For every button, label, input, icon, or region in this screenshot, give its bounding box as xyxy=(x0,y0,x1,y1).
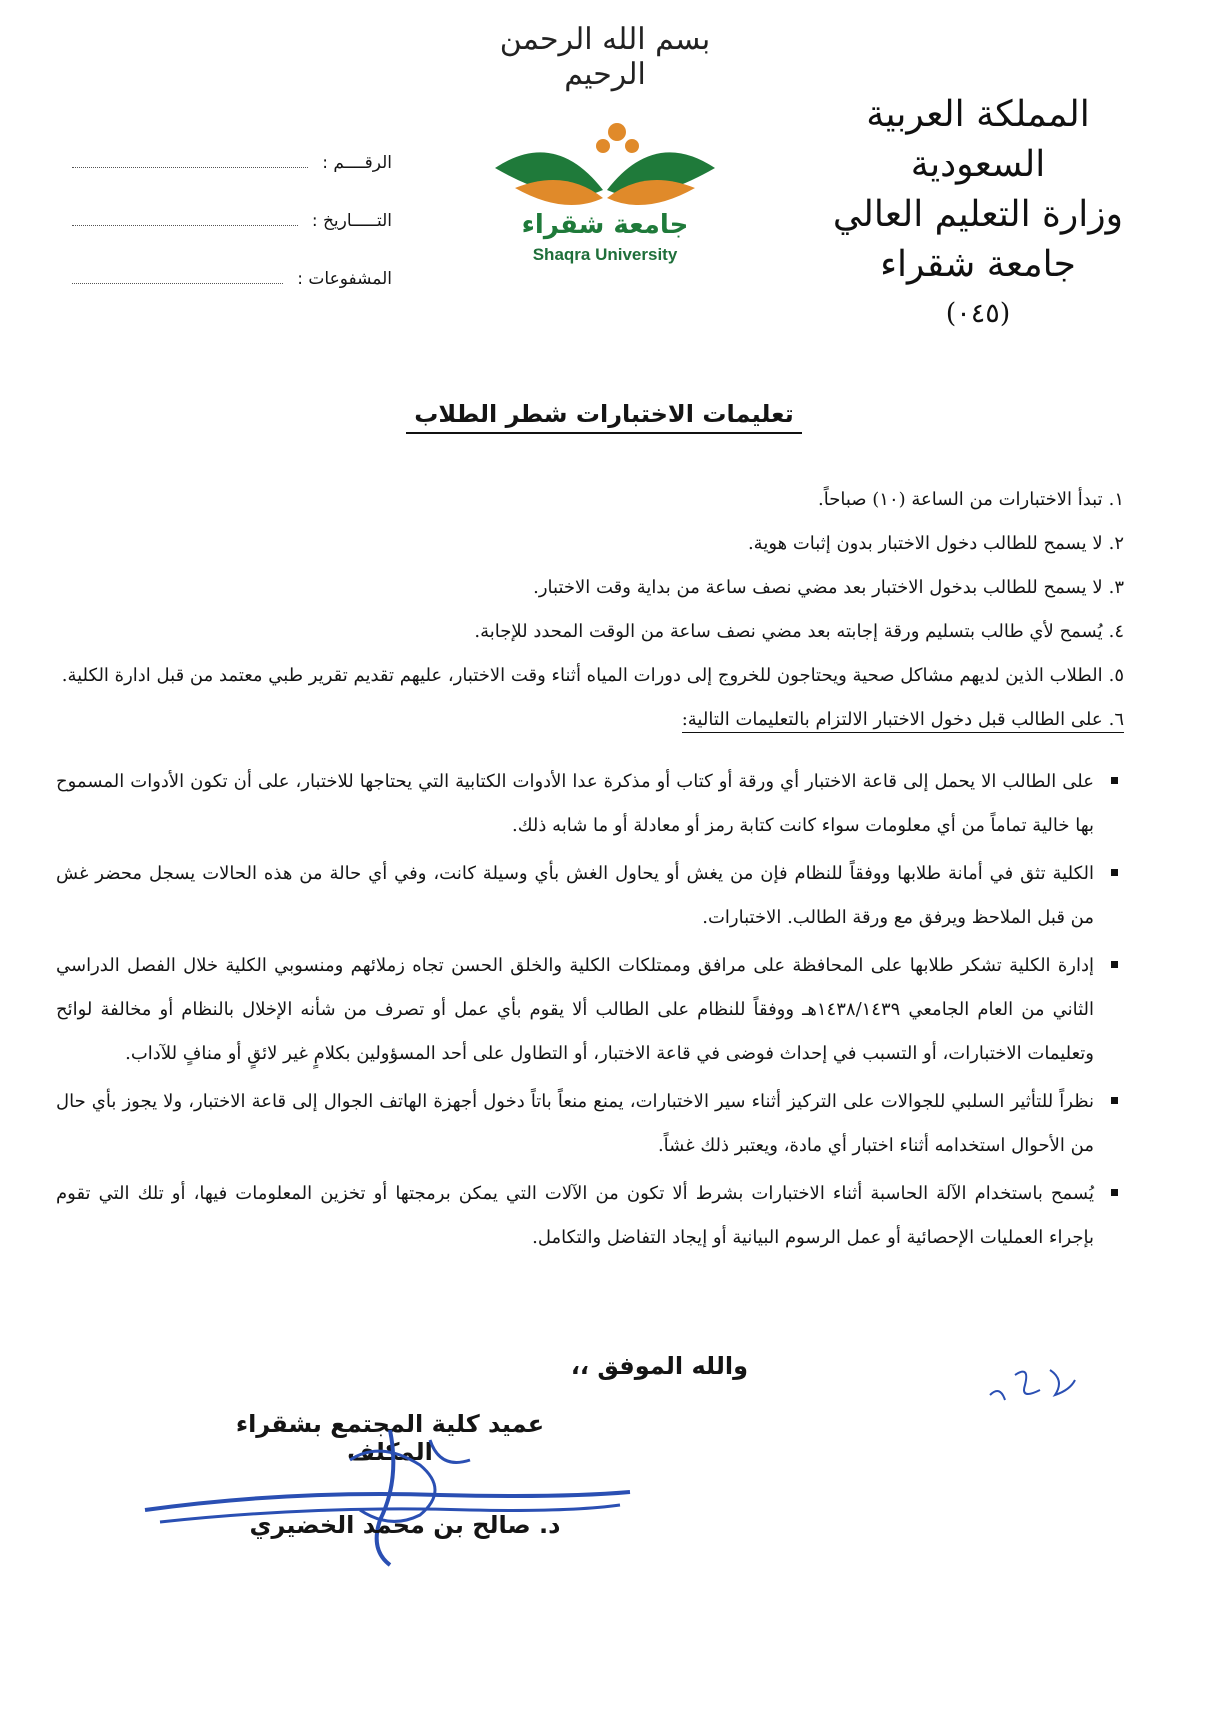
instructions-body xyxy=(56,478,1124,1264)
date-label: التـــــاريخ : xyxy=(311,211,392,231)
ministry-name: وزارة التعليم العالي xyxy=(832,194,1124,235)
signatory-name: د. صالح بن محمد الخضيري xyxy=(249,1511,561,1539)
document-code: (٠٤٥) xyxy=(945,298,1011,329)
reference-fields xyxy=(72,115,392,289)
list-item: إدارة الكلية تشكر طلابها على المحافظة على مرافق وممتلكات الكلية والخلق الحسن تجاه زملائهم ومنسوبي الكلية خلال الفصل الدراسي الثاني من العام الجامعي ١٤٣٨/١٤٣٩هـ ووفقاً للنظام على الطالب ألا يقوم بأي عمل أو تصرف من شأنه الإخلال بالنظام أو مخالفة لوائح وتعليمات الاختبارات، أو التسبب في إحداث فوضى في قاعة الاختبار، أو التطاول على أحد المسؤولين بكلامٍ غير لائقٍ أو منافٍ للآداب. xyxy=(56,944,1124,1076)
government-header xyxy=(818,90,1138,329)
attachments-field xyxy=(72,231,392,289)
date-field xyxy=(72,173,392,231)
numbered-item: ١.تبدأ الاختبارات من الساعة (١٠) صباحاً. xyxy=(818,489,1124,510)
document-title-wrap xyxy=(0,400,1208,434)
bullet-square-icon xyxy=(1111,961,1118,968)
signature-icon xyxy=(140,1420,640,1570)
numbered-item: ٥.الطلاب الذين لديهم مشاكل صحية ويحتاجون للخروج إلى دورات المياه أثناء وقت الاختبار، عليهم تقديم تقرير طبي معتمد من قبل ادارة الكلية. xyxy=(61,665,1124,686)
list-item: الكلية تثق في أمانة طلابها ووفقاً للنظام فإن من يغش أو يحاول الغش بأي وسيلة كانت، وفي أي حالة من هذه الحالات يسجل محضر غش من قبل الملاحظ ويرفق مع ورقة الطالب. الاختبارات. xyxy=(56,852,1124,940)
dotted-line xyxy=(72,167,308,168)
bullet-square-icon xyxy=(1111,1189,1118,1196)
numbered-item: ٣.لا يسمح للطالب بدخول الاختبار بعد مضي نصف ساعة من بداية وقت الاختبار. xyxy=(533,577,1124,598)
logo-text-english: Shaqra University xyxy=(532,245,678,264)
rules-list xyxy=(56,760,1124,1260)
list-item: على الطالب الا يحمل إلى قاعة الاختبار أي ورقة أو كتاب أو مذكرة عدا الأدوات الكتابية التي يحتاجها للاختبار، على أن تكون الأدوات المسموح بها خالية تماماً من أي معلومات سواء كانت كتابة رمز أو معادلة أو ما شابه ذلك. xyxy=(56,760,1124,848)
reference-number-field xyxy=(72,115,392,173)
country-name: المملكة العربية السعودية xyxy=(866,94,1090,185)
document-title: تعليمات الاختبارات شطر الطلاب xyxy=(406,400,801,434)
numbered-item: ٢.لا يسمح للطالب دخول الاختبار بدون إثبات هوية. xyxy=(747,533,1124,554)
logo-text-arabic: جامعة شقراء xyxy=(521,210,689,240)
university-name: جامعة شقراء xyxy=(880,244,1076,285)
bullet-square-icon xyxy=(1111,777,1118,784)
signatory-title: عميد كلية المجتمع بشقراء المكلف xyxy=(235,1410,545,1466)
numbered-item: ٤.يُسمح لأي طالب بتسليم ورقة إجابته بعد مضي نصف ساعة من الوقت المحدد للإجابة. xyxy=(474,621,1124,642)
dotted-line xyxy=(72,283,283,284)
basmala: بسم الله الرحمن الرحيم xyxy=(499,22,711,92)
bullet-square-icon xyxy=(1111,869,1118,876)
closing-phrase: والله الموفق ،، xyxy=(570,1352,748,1380)
list-item: نظراً للتأثير السلبي للجوالات على التركيز أثناء سير الاختبارات، يمنع منعاً باتاً دخول أجهزة الهاتف الجوال إلى قاعة الاختبار، ولا يجوز بأي حال من الأحوال استخدامه أثناء اختبار أي مادة، ويعتبر ذلك غشاً. xyxy=(56,1080,1124,1168)
list-item: يُسمح باستخدام الآلة الحاسبة أثناء الاختبارات بشرط ألا تكون من الآلات التي يمكن برمجتها أو تخزين المعلومات فيها، أو تلك التي تقوم بإجراء العمليات الإحصائية أو عمل الرسوم البيانية أو إيجاد التفاضل والتكامل. xyxy=(56,1172,1124,1260)
dotted-line xyxy=(72,225,298,226)
reference-number-label: الرقــــم : xyxy=(322,153,392,173)
university-logo-icon xyxy=(485,98,725,268)
bullet-square-icon xyxy=(1111,1097,1118,1104)
initials-mark-icon xyxy=(980,1355,1090,1415)
numbered-item: ٦.على الطالب قبل دخول الاختبار الالتزام بالتعليمات التالية: xyxy=(56,698,1124,742)
attachments-label: المشفوعات : xyxy=(297,269,392,289)
